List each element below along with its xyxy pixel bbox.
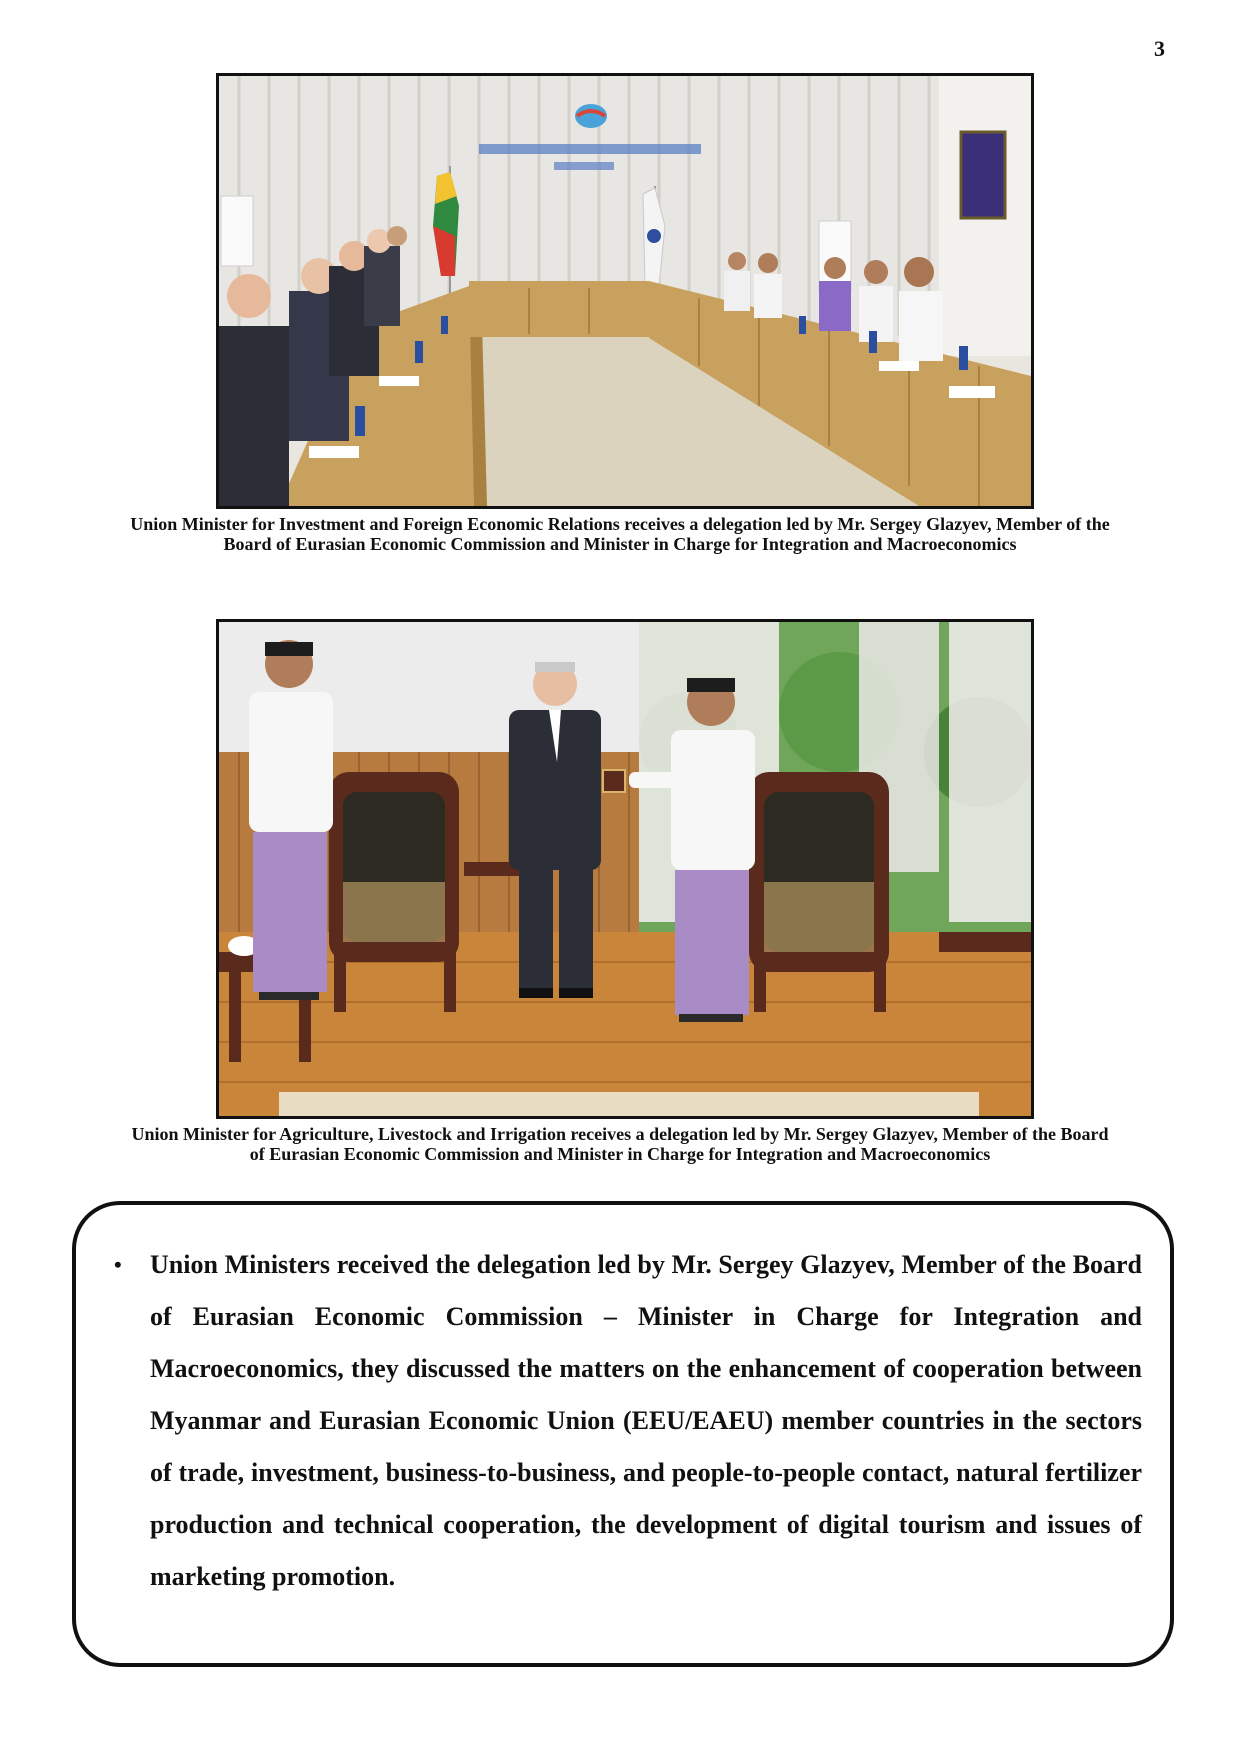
summary-text: Union Ministers received the delegation led by Mr. Sergey Glazyev, Member of the Board of Eurasian Economic Commission – Minister in Charge for Integration and Macroeconomics, they discussed the matters on the enhancement of cooperation between Myanmar and Eurasian Economic Union (EEU/EAEU) member countries in the sectors of trade, investment, business-to-business, and people-to-people contact, natural fertilizer production and technical cooperation, the development of digital tourism and issues of marketing promotion. [150,1250,1142,1591]
air-conditioner-left [221,196,253,266]
photo-caption-2: Union Minister for Agriculture, Livestock and Irrigation receives a delegation led by Mr. Sergey Glazyev, Member of the Board of Eurasian Economic Commission and Minister in Charge for Integration and Macroeconomics [131,1124,1109,1164]
summary-box [72,1201,1174,1667]
curtain-right [949,622,1031,922]
meeting-room-illustration [219,76,1031,506]
air-conditioner-right [819,221,851,291]
back-conference-table [469,281,649,337]
page-number: 3 [1154,36,1165,61]
reception-room-illustration [219,622,1031,1116]
summary-list [114,1239,1142,1603]
rug [279,1092,979,1116]
side-table-right [939,932,1031,952]
summary-bullet-item [114,1239,1142,1603]
wall-notice-board [961,132,1005,218]
photo-souvenir-exchange [216,619,1034,1119]
ministry-name-lettering [479,144,701,154]
photo-meeting-room [216,73,1034,509]
photo-caption-1: Union Minister for Investment and Foreign Economic Relations receives a delegation led by Mr. Sergey Glazyev, Member of the Board of Eurasian Economic Commission and Minister in Charge for Integration and Macroeconomics [130,514,1110,554]
bullet-icon: • [114,1252,122,1277]
souvenir-box [603,770,625,792]
aide-standing [249,640,333,1000]
